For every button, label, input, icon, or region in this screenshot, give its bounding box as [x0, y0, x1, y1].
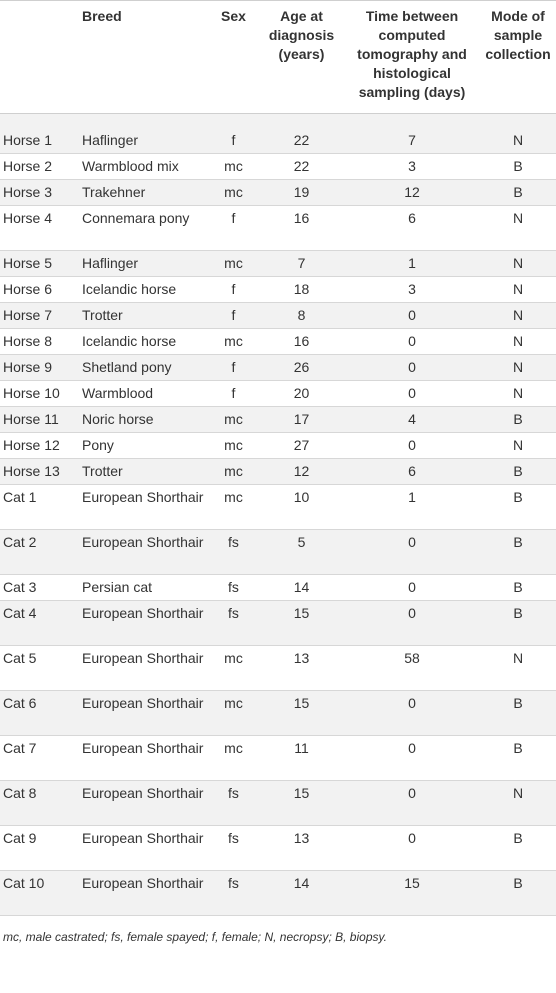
cell-age: 5: [259, 530, 344, 575]
cell-time: 0: [344, 575, 480, 601]
table-row: [0, 433, 556, 459]
cell-age: 12: [259, 459, 344, 485]
cell-age: 16: [259, 329, 344, 355]
header-sex: Sex: [208, 1, 259, 114]
cell-mode: B: [480, 485, 556, 530]
table-row: [0, 485, 556, 530]
table-row: [0, 691, 556, 736]
cell-age: 13: [259, 826, 344, 871]
cell-id: Horse 5: [0, 251, 79, 277]
header-row: [0, 1, 556, 114]
header-mode: Mode of sample collection: [480, 1, 556, 114]
table-row: [0, 251, 556, 277]
cell-time: 3: [344, 277, 480, 303]
cell-breed: Shetland pony: [79, 355, 208, 381]
cell-time: 0: [344, 355, 480, 381]
table-row: [0, 355, 556, 381]
cell-time: 0: [344, 601, 480, 646]
cell-id: Cat 4: [0, 601, 79, 646]
cell-sex: fs: [208, 530, 259, 575]
cell-id: Cat 10: [0, 871, 79, 916]
cell-mode: N: [480, 206, 556, 251]
cell-mode: B: [480, 180, 556, 206]
cell-mode: N: [480, 303, 556, 329]
cell-breed: Warmblood mix: [79, 154, 208, 180]
cell-breed: European Shorthair: [79, 736, 208, 781]
cell-age: 22: [259, 114, 344, 154]
cell-age: 17: [259, 407, 344, 433]
cell-id: Cat 3: [0, 575, 79, 601]
cell-time: 0: [344, 781, 480, 826]
cell-mode: N: [480, 251, 556, 277]
cell-id: Cat 6: [0, 691, 79, 736]
table-row: [0, 530, 556, 575]
cell-id: Cat 2: [0, 530, 79, 575]
cell-mode: B: [480, 575, 556, 601]
cell-age: 15: [259, 601, 344, 646]
cell-time: 0: [344, 303, 480, 329]
cell-mode: B: [480, 691, 556, 736]
cell-sex: fs: [208, 781, 259, 826]
table-row: [0, 277, 556, 303]
cell-id: Horse 13: [0, 459, 79, 485]
table-row: [0, 575, 556, 601]
cell-mode: N: [480, 433, 556, 459]
cell-age: 11: [259, 736, 344, 781]
cell-time: 0: [344, 736, 480, 781]
cell-sex: mc: [208, 329, 259, 355]
cell-breed: Connemara pony: [79, 206, 208, 251]
table-row: [0, 114, 556, 154]
cell-breed: European Shorthair: [79, 646, 208, 691]
cell-mode: B: [480, 826, 556, 871]
cell-mode: B: [480, 459, 556, 485]
header-breed: Breed: [79, 1, 208, 114]
table-body: [0, 114, 556, 916]
cell-age: 8: [259, 303, 344, 329]
cell-age: 7: [259, 251, 344, 277]
cell-sex: f: [208, 277, 259, 303]
cell-breed: Icelandic horse: [79, 329, 208, 355]
cell-sex: f: [208, 303, 259, 329]
table-row: [0, 206, 556, 251]
table-row: [0, 180, 556, 206]
table-header: [0, 1, 556, 114]
cell-mode: B: [480, 736, 556, 781]
cell-breed: Trakehner: [79, 180, 208, 206]
header-age: Age at diagnosis (years): [259, 1, 344, 114]
cell-age: 15: [259, 691, 344, 736]
cell-sex: mc: [208, 251, 259, 277]
cell-age: 22: [259, 154, 344, 180]
cell-id: Horse 6: [0, 277, 79, 303]
cell-sex: fs: [208, 871, 259, 916]
cell-time: 1: [344, 251, 480, 277]
cell-age: 27: [259, 433, 344, 459]
cell-sex: mc: [208, 646, 259, 691]
cell-age: 14: [259, 575, 344, 601]
table-row: [0, 154, 556, 180]
table-footnote: mc, male castrated; fs, female spayed; f, female; N, necropsy; B, biopsy.: [3, 930, 387, 944]
cell-sex: mc: [208, 180, 259, 206]
cell-mode: N: [480, 277, 556, 303]
cell-time: 0: [344, 826, 480, 871]
cell-breed: European Shorthair: [79, 826, 208, 871]
cell-breed: European Shorthair: [79, 601, 208, 646]
cell-id: Cat 8: [0, 781, 79, 826]
table-row: [0, 407, 556, 433]
cell-sex: mc: [208, 459, 259, 485]
cell-time: 4: [344, 407, 480, 433]
cell-mode: N: [480, 114, 556, 154]
cell-breed: European Shorthair: [79, 530, 208, 575]
cell-sex: mc: [208, 407, 259, 433]
cell-sex: fs: [208, 826, 259, 871]
cell-sex: mc: [208, 433, 259, 459]
cell-mode: N: [480, 355, 556, 381]
cell-breed: Noric horse: [79, 407, 208, 433]
cell-time: 0: [344, 381, 480, 407]
cell-time: 3: [344, 154, 480, 180]
cell-time: 12: [344, 180, 480, 206]
cell-id: Cat 5: [0, 646, 79, 691]
cell-id: Horse 11: [0, 407, 79, 433]
cell-id: Cat 1: [0, 485, 79, 530]
cell-breed: Warmblood: [79, 381, 208, 407]
cell-age: 16: [259, 206, 344, 251]
cell-age: 10: [259, 485, 344, 530]
cell-time: 0: [344, 329, 480, 355]
cell-time: 6: [344, 206, 480, 251]
cell-age: 13: [259, 646, 344, 691]
cell-breed: Haflinger: [79, 251, 208, 277]
table-row: [0, 329, 556, 355]
table-row: [0, 826, 556, 871]
cell-age: 18: [259, 277, 344, 303]
table-row: [0, 736, 556, 781]
cell-id: Horse 7: [0, 303, 79, 329]
cell-time: 7: [344, 114, 480, 154]
cell-sex: f: [208, 206, 259, 251]
cell-breed: Haflinger: [79, 114, 208, 154]
cell-id: Cat 9: [0, 826, 79, 871]
cell-sex: f: [208, 355, 259, 381]
cell-mode: N: [480, 781, 556, 826]
cell-age: 26: [259, 355, 344, 381]
cell-time: 6: [344, 459, 480, 485]
cell-time: 58: [344, 646, 480, 691]
cell-age: 20: [259, 381, 344, 407]
cell-id: Horse 8: [0, 329, 79, 355]
cell-breed: European Shorthair: [79, 871, 208, 916]
cell-time: 1: [344, 485, 480, 530]
cell-breed: Trotter: [79, 303, 208, 329]
cell-time: 0: [344, 691, 480, 736]
table-row: [0, 459, 556, 485]
cell-age: 19: [259, 180, 344, 206]
cell-sex: mc: [208, 736, 259, 781]
table-row: [0, 303, 556, 329]
cell-mode: B: [480, 871, 556, 916]
cell-mode: B: [480, 154, 556, 180]
cell-id: Horse 1: [0, 114, 79, 154]
cell-id: Horse 4: [0, 206, 79, 251]
cell-mode: B: [480, 530, 556, 575]
cell-time: 0: [344, 433, 480, 459]
table-row: [0, 646, 556, 691]
cell-mode: B: [480, 601, 556, 646]
cell-age: 14: [259, 871, 344, 916]
cell-breed: European Shorthair: [79, 485, 208, 530]
table-row: [0, 871, 556, 916]
cell-mode: N: [480, 329, 556, 355]
cell-sex: f: [208, 381, 259, 407]
cell-sex: mc: [208, 154, 259, 180]
cell-id: Horse 2: [0, 154, 79, 180]
cell-id: Horse 10: [0, 381, 79, 407]
cell-sex: mc: [208, 691, 259, 736]
cell-breed: European Shorthair: [79, 691, 208, 736]
table-row: [0, 381, 556, 407]
cell-sex: fs: [208, 575, 259, 601]
cell-id: Horse 3: [0, 180, 79, 206]
cell-sex: f: [208, 114, 259, 154]
cell-breed: Persian cat: [79, 575, 208, 601]
cell-mode: B: [480, 407, 556, 433]
cell-id: Cat 7: [0, 736, 79, 781]
cell-breed: Trotter: [79, 459, 208, 485]
cell-breed: European Shorthair: [79, 781, 208, 826]
cell-id: Horse 9: [0, 355, 79, 381]
header-time: Time between computed tomography and histological sampling (days): [344, 1, 480, 114]
cell-age: 15: [259, 781, 344, 826]
cell-time: 0: [344, 530, 480, 575]
cell-mode: N: [480, 381, 556, 407]
header-id: [0, 1, 79, 114]
cell-id: Horse 12: [0, 433, 79, 459]
cell-mode: N: [480, 646, 556, 691]
table-row: [0, 601, 556, 646]
cell-sex: mc: [208, 485, 259, 530]
cell-breed: Pony: [79, 433, 208, 459]
cell-time: 15: [344, 871, 480, 916]
cell-breed: Icelandic horse: [79, 277, 208, 303]
cell-sex: fs: [208, 601, 259, 646]
table-row: [0, 781, 556, 826]
